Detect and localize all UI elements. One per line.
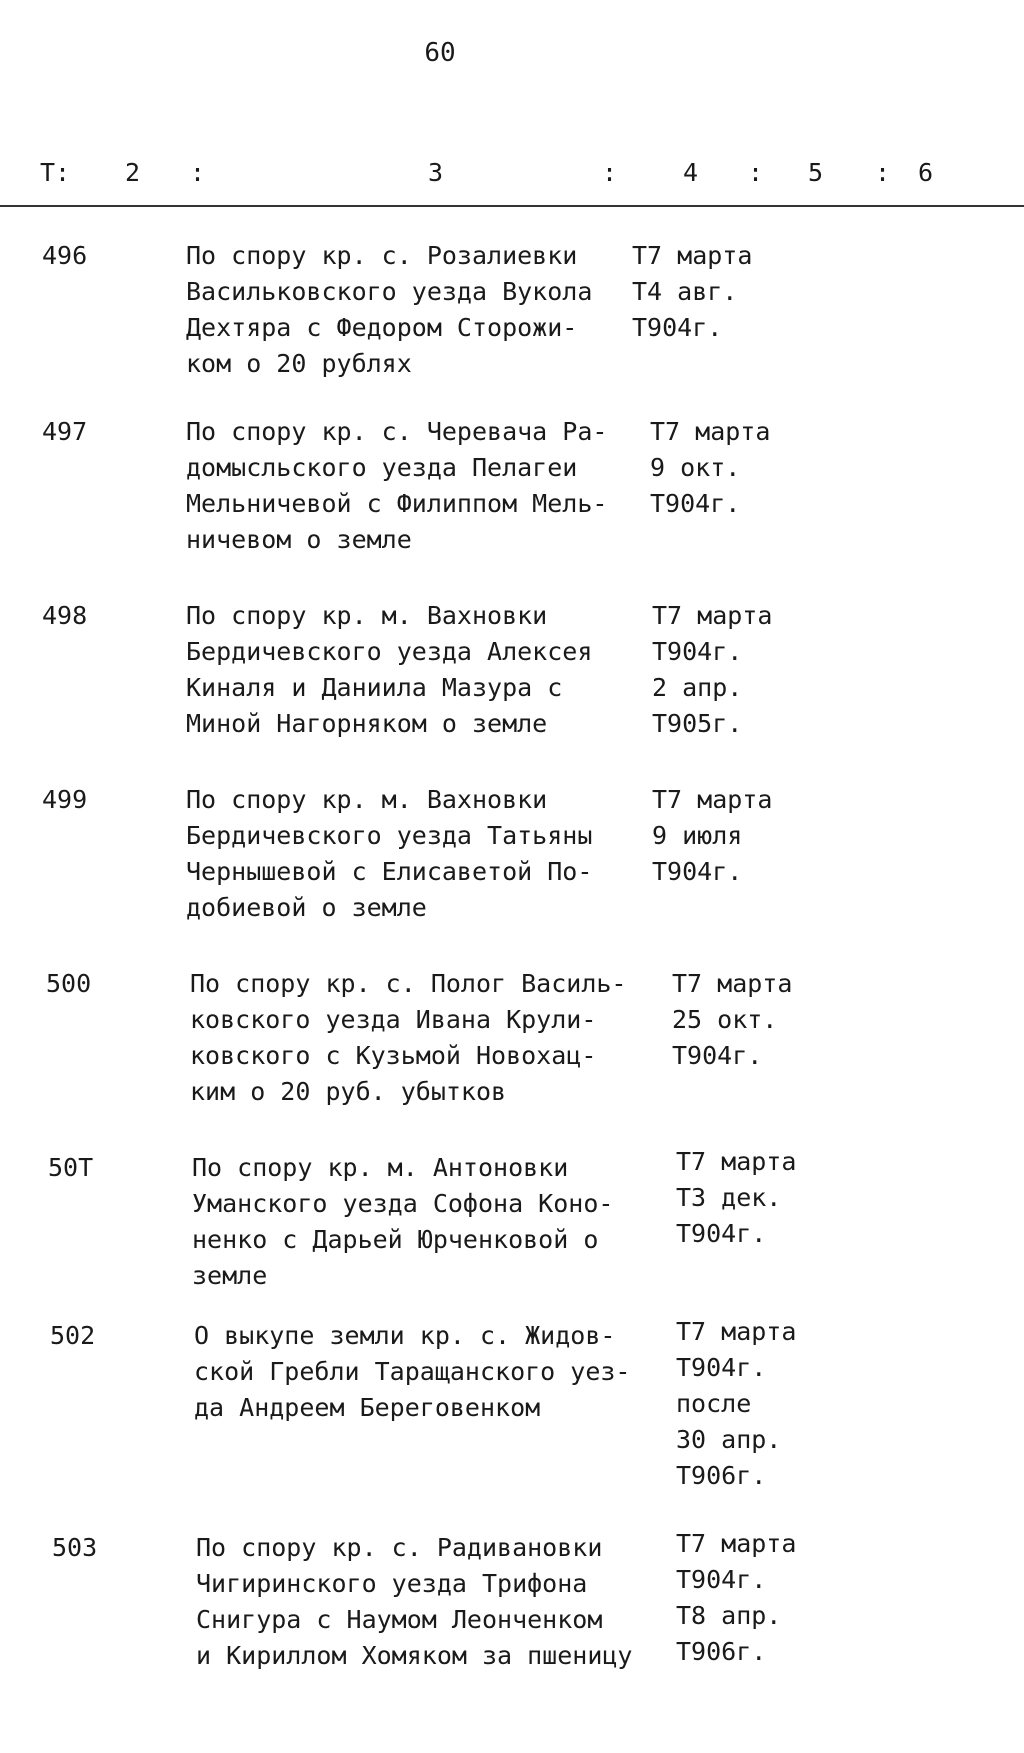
entry-dates (672, 966, 792, 1074)
entry-date-line: 25 окт. (672, 1005, 778, 1034)
entry-description (194, 1318, 631, 1426)
entry-description-line: По спору кр. с. Розалиевки (186, 241, 578, 270)
entry-number: 502 (50, 1321, 96, 1350)
page-number: 60 (424, 38, 456, 68)
entry-description-line: Дехтяра с Федором Сторожи- (186, 313, 578, 342)
entry-description-line: ком о 20 рублях (186, 349, 412, 378)
entry-number: 498 (42, 601, 88, 630)
entry-description-line: Чернышевой с Елисаветой По- (186, 857, 593, 886)
entry-dates (650, 414, 770, 522)
entry-description-line: По спору кр. с. Радивановки (196, 1533, 603, 1562)
entry-date-line: Т904г. (676, 1353, 767, 1382)
entry-date-line: Т906г. (676, 1637, 767, 1666)
column-header-4: 4 (683, 158, 699, 187)
entry-dates (652, 782, 772, 890)
column-separator: : (748, 158, 764, 187)
entry-description (192, 1150, 613, 1294)
entry-description (186, 238, 592, 382)
entry-description-line: По спору кр. с. Полог Василь- (190, 969, 627, 998)
entry-description (190, 966, 627, 1110)
entry-description-line: Бердичевского уезда Алексея (186, 637, 593, 666)
entry-date-line: Т7 марта (672, 969, 793, 998)
entry-description-line: Чигиринского уезда Трифона (196, 1569, 588, 1598)
entry-date-line: Т3 дек. (676, 1183, 782, 1212)
entry-date-line: Т904г. (632, 313, 723, 342)
entry-date-line: 9 окт. (650, 453, 741, 482)
entry-description-line: Уманского уезда Софона Коно- (192, 1189, 614, 1218)
entry-description-line: По спору кр. с. Черевача Ра- (186, 417, 608, 446)
entry-number: 499 (42, 785, 88, 814)
entry-description-line: ковского с Кузьмой Новохац- (190, 1041, 597, 1070)
entry-description-line: ничевом о земле (186, 525, 412, 554)
entry-description-line: ким о 20 руб. убытков (190, 1077, 507, 1106)
column-header-2: 2 (125, 158, 141, 187)
entry-date-line: Т8 апр. (676, 1601, 782, 1630)
entry-dates (652, 598, 772, 742)
entry-date-line: Т7 марта (650, 417, 771, 446)
entry-number: 50Т (48, 1153, 94, 1182)
column-header-3: 3 (428, 158, 444, 187)
entry-description-line: Мельничевой с Филиппом Мель- (186, 489, 608, 518)
entry-number: 500 (46, 969, 92, 998)
entry-dates (676, 1526, 796, 1670)
entry-description (186, 782, 592, 926)
entry-date-line: 2 апр. (652, 673, 743, 702)
entry-description-line: По спору кр. м. Вахновки (186, 785, 548, 814)
entry-date-line: Т904г. (672, 1041, 763, 1070)
entry-description-line: земле (192, 1261, 268, 1290)
entry-description (186, 414, 607, 558)
column-header-5: 5 (808, 158, 824, 187)
entry-number: 496 (42, 241, 88, 270)
entry-description-line: домысльского уезда Пелагеи (186, 453, 578, 482)
column-separator: : (875, 158, 891, 187)
entry-date-line: Т904г. (652, 857, 743, 886)
entry-description-line: и Кириллом Хомяком за пшеницу (196, 1641, 633, 1670)
entry-date-line: Т7 марта (676, 1317, 797, 1346)
column-header-6: 6 (918, 158, 934, 187)
column-separator: : (190, 158, 206, 187)
entry-date-line: после (676, 1389, 752, 1418)
entry-number: 497 (42, 417, 88, 446)
entry-description-line: По спору кр. м. Вахновки (186, 601, 548, 630)
entry-description-line: Снигура с Наумом Леонченком (196, 1605, 603, 1634)
entry-description-line: ковского уезда Ивана Крули- (190, 1005, 597, 1034)
entry-date-line: Т906г. (676, 1461, 767, 1490)
entry-description-line: Киналя и Даниила Мазура с (186, 673, 563, 702)
column-header-1: Т: (40, 158, 71, 187)
entry-date-line: Т904г. (650, 489, 741, 518)
entry-date-line: Т4 авг. (632, 277, 738, 306)
entry-dates (632, 238, 752, 346)
entry-description (186, 598, 592, 742)
entry-date-line: Т904г. (676, 1219, 767, 1248)
entry-description-line: Васильковского уезда Вукола (186, 277, 593, 306)
entry-dates (676, 1314, 796, 1494)
entry-number: 503 (52, 1533, 98, 1562)
entry-date-line: Т905г. (652, 709, 743, 738)
entry-description-line: Миной Нагорняком о земле (186, 709, 548, 738)
entry-date-line: 30 апр. (676, 1425, 782, 1454)
column-separator: : (602, 158, 618, 187)
entry-date-line: Т7 марта (652, 785, 773, 814)
entry-description-line: Бердичевского уезда Татьяны (186, 821, 593, 850)
entry-date-line: Т7 марта (652, 601, 773, 630)
entry-description-line: ской Гребли Таращанского уез- (194, 1357, 631, 1386)
entry-date-line: 9 июля (652, 821, 743, 850)
entry-description-line: ненко с Дарьей Юрченковой о (192, 1225, 599, 1254)
entry-date-line: Т7 марта (632, 241, 753, 270)
entry-description-line: да Андреем Береговенком (194, 1393, 541, 1422)
entry-date-line: Т904г. (652, 637, 743, 666)
entry-date-line: Т7 марта (676, 1529, 797, 1558)
entry-description-line: О выкупе земли кр. с. Жидов- (194, 1321, 616, 1350)
entry-dates (676, 1144, 796, 1252)
entry-date-line: Т7 марта (676, 1147, 797, 1176)
entry-description-line: По спору кр. м. Антоновки (192, 1153, 569, 1182)
entry-description-line: добиевой о земле (186, 893, 427, 922)
entry-date-line: Т904г. (676, 1565, 767, 1594)
entry-description (196, 1530, 633, 1674)
header-rule (0, 205, 1024, 207)
